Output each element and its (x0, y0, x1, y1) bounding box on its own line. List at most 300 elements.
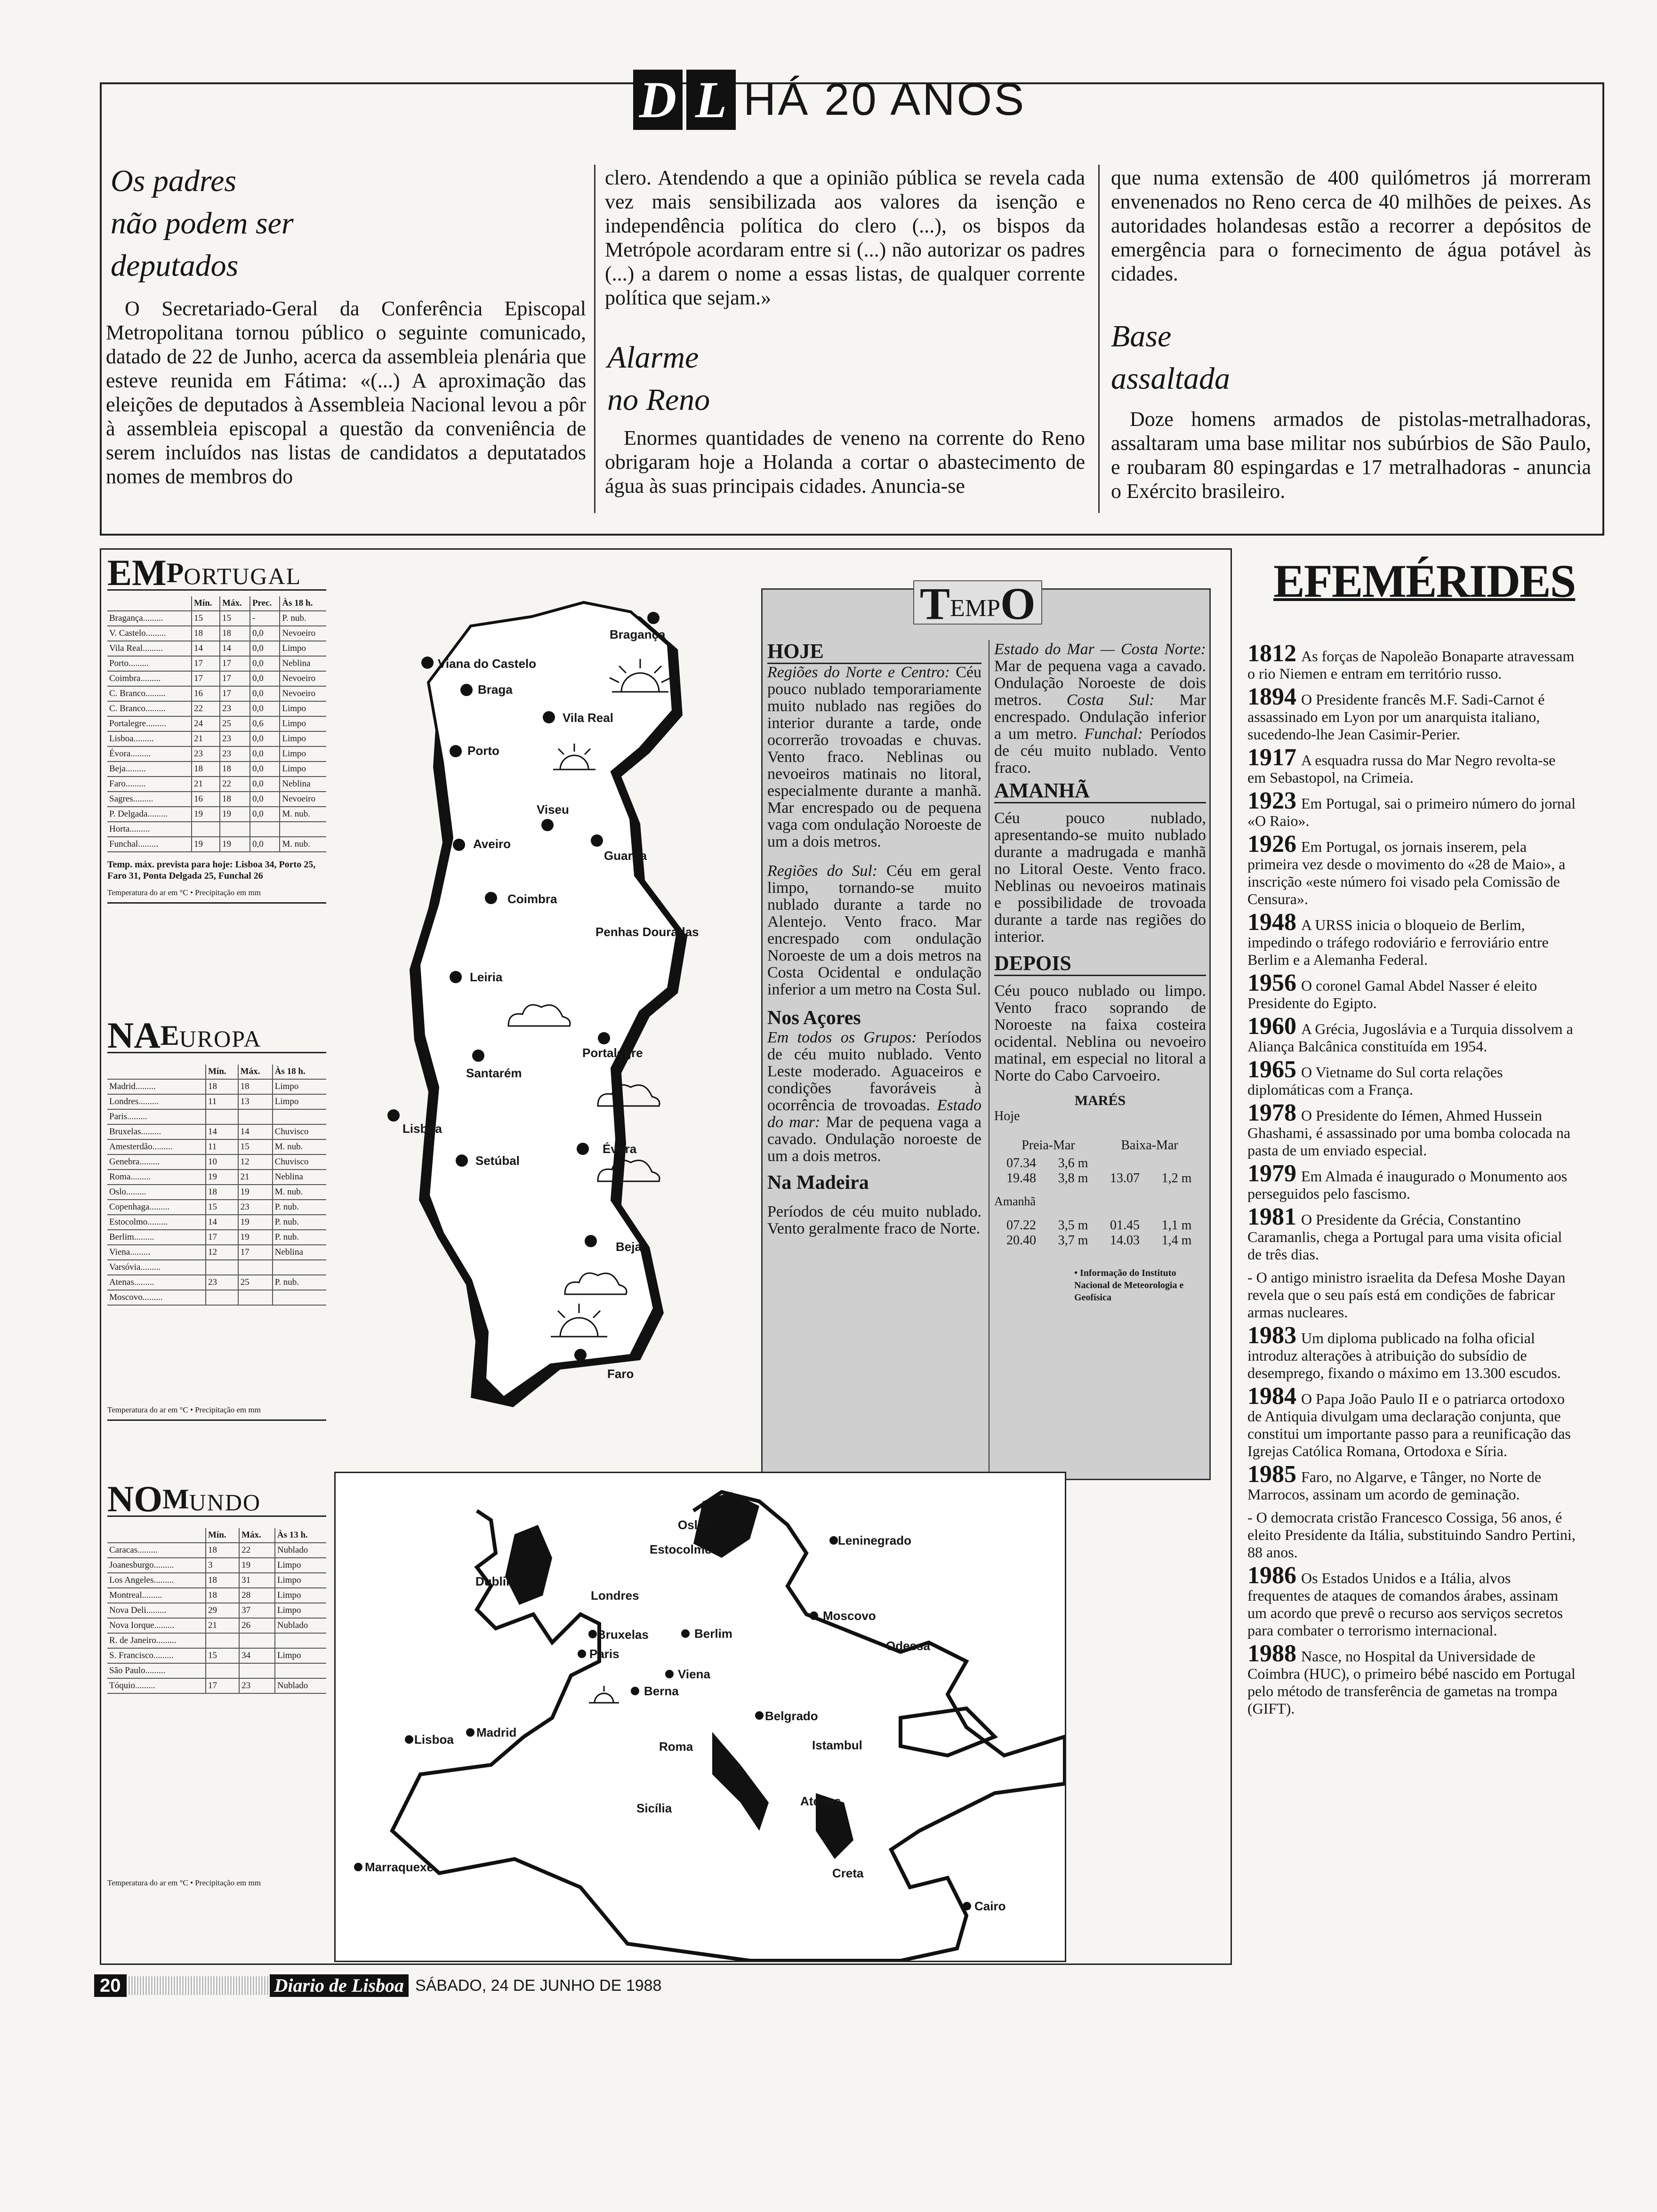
tide-cell: 14.03 (1110, 1233, 1140, 1248)
table-row (107, 671, 326, 686)
city-label: Viana do Castelo (438, 657, 537, 671)
city-label: Portalegre (582, 1046, 643, 1060)
efemeride-item (1247, 1099, 1577, 1159)
city-label: Marraquexe (365, 1860, 434, 1874)
tempo-hoje-heading: HOJE (767, 640, 981, 664)
city-marker (387, 1109, 400, 1122)
no-mundo-title (107, 1478, 326, 1517)
table-row (107, 1230, 326, 1245)
masthead-logo-l: L (686, 70, 736, 130)
value-cell (280, 822, 326, 837)
article-base-body: Doze homens armados de pistolas-metralhadoras, assaltaram uma base militar nos subúrbios de São Paulo, e roubaram 80 espingardas e 17 metralhadoras - anuncia o Exército brasileiro. (1111, 408, 1591, 503)
city-label: Creta (832, 1866, 864, 1880)
efemeride-year: 1978 (1247, 1099, 1296, 1126)
efemeride-item (1247, 1509, 1577, 1561)
tide-cell: 1,2 m (1161, 1171, 1192, 1186)
tempo-label: Em todos os Grupos: (767, 1029, 917, 1046)
value-cell: 16 (192, 686, 220, 701)
value-cell: 18 (220, 626, 250, 641)
tide-row (994, 1171, 1206, 1186)
value-cell: Limpo (275, 1603, 326, 1618)
city-cell: C. Branco......... (107, 686, 192, 701)
city-marker (456, 1154, 468, 1167)
col-header: Às 18 h. (280, 596, 326, 611)
table-row (107, 1663, 326, 1678)
em-portugal-note: Temp. máx. prevista para hoje: Lisboa 34, Porto 25, Faro 31, Ponta Delgada 25, Funchal 26 (107, 859, 316, 881)
efemeride-year: 1988 (1247, 1640, 1296, 1667)
value-cell (192, 822, 220, 837)
city-marker (354, 1863, 362, 1871)
tempo-madeira-heading: Na Madeira (767, 1172, 869, 1194)
city-label: Oslo (678, 1518, 705, 1532)
efemeride-item (1247, 1203, 1577, 1263)
tempo-label: Estado do Mar — Costa Norte: (994, 641, 1206, 658)
city-marker (543, 711, 555, 723)
tide-cell: 3,6 m (1058, 1156, 1088, 1170)
value-cell: P. nub. (273, 1200, 326, 1215)
efemeride-year: 1917 (1247, 744, 1296, 771)
value-cell: 14 (206, 1215, 238, 1230)
col-header (107, 596, 192, 611)
value-cell: Limpo (280, 701, 326, 716)
value-cell: 23 (239, 1678, 275, 1693)
table-row (107, 1603, 326, 1618)
table-row (107, 837, 326, 852)
tide-cell: 1,1 m (1161, 1218, 1192, 1233)
no-mundo-rows (107, 1543, 326, 1693)
col-header: Às 13 h. (275, 1528, 326, 1543)
value-cell: 0,6 (250, 716, 280, 731)
city-label: Berlim (694, 1627, 732, 1641)
value-cell: Limpo (280, 731, 326, 746)
tide-cell (1098, 1156, 1152, 1171)
city-label: Setúbal (475, 1154, 520, 1168)
value-cell: 23 (220, 701, 250, 716)
city-marker (450, 745, 462, 757)
efemeride-year: 1965 (1247, 1056, 1296, 1083)
table-row (107, 1154, 326, 1170)
city-marker (829, 1536, 838, 1545)
value-cell: P. nub. (273, 1275, 326, 1290)
issue-date: SÁBADO, 24 DE JUNHO DE 1988 (415, 1976, 662, 1995)
value-cell: Limpo (275, 1558, 326, 1573)
efemeride-text: Os Estados Unidos e a Itália, alvos frequentes de ataques de comandos árabes, assinam um acordo que prevê o recurso aos serviços secretos para combater o terrorismo internacional. (1247, 1570, 1563, 1639)
city-marker (591, 834, 603, 847)
city-label: Bragança (610, 627, 666, 641)
tempo-acores (767, 1029, 981, 1165)
city-cell: Los Angeles......... (107, 1573, 206, 1588)
value-cell: 28 (239, 1588, 275, 1603)
tempo-text: Céu em geral limpo, tornando-se muito nublado durante a tarde no Alentejo. Vento fraco. Mar encrespado com ondulação Noroeste de um a dois metros na Costa Ocidental e ondulação inferior a um metro na Costa Sul. (767, 862, 982, 998)
city-cell: Funchal......... (107, 837, 192, 852)
table-row (107, 1200, 326, 1215)
col-header (107, 1065, 206, 1079)
value-cell: 18 (206, 1543, 239, 1558)
value-cell: 18 (238, 1079, 273, 1094)
city-marker (598, 1032, 610, 1044)
efemeride-text: Nasce, no Hospital da Universidade de Coimbra (HUC), o primeiro bébé nascido em Portugal pelo método de transferência de gametas na trompa (GIFT). (1247, 1648, 1576, 1717)
em-portugal-table (107, 596, 326, 852)
city-label: Braga (478, 682, 513, 697)
city-cell: Varsóvia......... (107, 1260, 206, 1275)
city-cell: Estocolmo......... (107, 1215, 206, 1230)
value-cell (206, 1663, 239, 1678)
efemeride-item (1247, 909, 1577, 969)
na-europa-panel (107, 1014, 326, 1421)
efemeride-item (1247, 831, 1577, 908)
title-initial: EM (107, 552, 167, 593)
city-cell: Atenas......... (107, 1275, 206, 1290)
value-cell: 0,0 (250, 686, 280, 701)
value-cell: 14 (192, 641, 220, 656)
value-cell: Neblina (280, 656, 326, 671)
tide-row (994, 1218, 1206, 1233)
value-cell: 17 (220, 671, 250, 686)
value-cell: 22 (192, 701, 220, 716)
city-label: Leiria (470, 970, 503, 984)
city-cell: Caracas......... (107, 1543, 206, 1558)
city-cell: P. Delgada......... (107, 807, 192, 822)
value-cell: 18 (192, 626, 220, 641)
value-cell: 19 (192, 807, 220, 822)
tide-row (994, 1233, 1206, 1248)
value-cell: 23 (206, 1275, 238, 1290)
title-rest: EMP (950, 595, 1000, 622)
tempo-mares-amanha: Amanhã (994, 1194, 1036, 1208)
em-portugal-rows (107, 611, 326, 852)
table-row (107, 1245, 326, 1260)
title-rest: ORTUGAL (184, 563, 302, 589)
city-label: Leninegrado (838, 1533, 912, 1547)
city-cell: Oslo......... (107, 1185, 206, 1200)
tempo-text: Mar encrespado. Ondulação inferior a um metro. (994, 691, 1207, 743)
value-cell: 0,0 (250, 701, 280, 716)
table-header-row (107, 1528, 326, 1543)
city-cell: Amesterdão......... (107, 1139, 206, 1154)
value-cell: Chuvisco (273, 1154, 326, 1170)
table-row (107, 1215, 326, 1230)
city-label: Cairo (974, 1899, 1006, 1913)
value-cell: Limpo (280, 716, 326, 731)
tide-cell: 01.45 (1110, 1218, 1140, 1233)
value-cell: Nublado (275, 1543, 326, 1558)
value-cell (273, 1290, 326, 1305)
tempo-madeira: Períodos de céu muito nublado. Vento geralmente fraco de Norte. (767, 1203, 981, 1237)
title-rest: UNDO (189, 1489, 261, 1515)
value-cell: 0,0 (250, 807, 280, 822)
city-label: Viseu (537, 802, 569, 817)
value-cell: 0,0 (250, 656, 280, 671)
value-cell: 25 (238, 1275, 273, 1290)
paper-name: Diario de Lisboa (270, 1974, 409, 1997)
city-cell: Faro......... (107, 777, 192, 792)
city-cell: Tóquio......... (107, 1678, 206, 1693)
tempo-col-left (767, 640, 981, 1237)
city-marker (472, 1050, 484, 1062)
table-row (107, 1094, 326, 1109)
efemeride-year: 1956 (1247, 970, 1296, 996)
efemeride-year: 1812 (1247, 640, 1296, 667)
col-header: Mín. (206, 1528, 239, 1543)
city-cell: Nova Iorque......... (107, 1618, 206, 1633)
value-cell (250, 822, 280, 837)
value-cell: 18 (206, 1079, 238, 1094)
value-cell (206, 1260, 238, 1275)
efemeride-text: O Presidente da Grécia, Constantino Caramanlis, chega a Portugal para uma visita oficial de três dias. (1247, 1211, 1562, 1263)
col-header: Máx. (239, 1528, 275, 1543)
article-padres-body (106, 297, 586, 508)
value-cell: 23 (238, 1200, 273, 1215)
value-cell: 22 (239, 1543, 275, 1558)
table-row (107, 1185, 326, 1200)
efemeride-year: 1981 (1247, 1203, 1296, 1230)
efemeride-text: O Papa João Paulo II e o patriarca ortodoxo de Antiquia divulgam uma declaração conjunta, que constitui um importante passo para a reunificação das Igrejas Católica Romana, Ortodoxa e Síria. (1247, 1390, 1571, 1459)
masthead (633, 69, 1026, 131)
value-cell: 11 (206, 1139, 238, 1154)
table-row (107, 656, 326, 671)
column-rule (594, 165, 595, 513)
value-cell: 14 (220, 641, 250, 656)
city-label: Paris (589, 1647, 619, 1661)
italy (712, 1732, 769, 1831)
footer (94, 1974, 661, 1997)
value-cell: 0,0 (250, 746, 280, 761)
tempo-col-right (994, 641, 1206, 1304)
efemeride-item (1247, 1461, 1577, 1503)
table-header-row (107, 596, 326, 611)
value-cell: Nublado (275, 1678, 326, 1693)
value-cell: 0,0 (250, 792, 280, 807)
efemeride-text: O Vietname do Sul corta relações diplomáticas com a França. (1247, 1064, 1503, 1098)
value-cell: 15 (206, 1200, 238, 1215)
value-cell: 0,0 (250, 777, 280, 792)
tide-cell: 3,5 m (1058, 1218, 1088, 1233)
value-cell: 12 (238, 1154, 273, 1170)
city-cell: S. Francisco......... (107, 1648, 206, 1663)
col-header (107, 1528, 206, 1543)
city-label: Beja (616, 1240, 642, 1254)
value-cell: 23 (192, 746, 220, 761)
city-label: Lisboa (414, 1732, 454, 1747)
city-marker (963, 1902, 971, 1910)
headline-line: assaltada (1111, 361, 1231, 396)
table-row (107, 761, 326, 777)
value-cell: P. nub. (273, 1215, 326, 1230)
table-row (107, 746, 326, 761)
value-cell (239, 1663, 275, 1678)
city-cell: Montreal......... (107, 1588, 206, 1603)
value-cell: 17 (192, 656, 220, 671)
city-cell: Porto......... (107, 656, 192, 671)
city-marker (810, 1611, 818, 1620)
city-marker (631, 1687, 639, 1695)
value-cell (239, 1633, 275, 1648)
city-marker (485, 892, 497, 904)
value-cell: 17 (220, 686, 250, 701)
value-cell: 15 (238, 1139, 273, 1154)
table-row (107, 1275, 326, 1290)
title-initial: E (160, 1020, 179, 1051)
table-row (107, 1109, 326, 1124)
efemeride-year: 1986 (1247, 1562, 1296, 1589)
col-header: Máx. (238, 1065, 273, 1079)
city-cell: C. Branco......... (107, 701, 192, 716)
city-cell: Lisboa......... (107, 731, 192, 746)
efemeride-item (1247, 744, 1577, 786)
tide-cell: 07.22 (1006, 1218, 1036, 1233)
tempo-label: Regiões do Norte e Centro: (767, 664, 950, 681)
table-row (107, 641, 326, 656)
value-cell: 16 (192, 792, 220, 807)
tide-col: Baixa-Mar (1121, 1138, 1178, 1153)
value-cell: Limpo (280, 761, 326, 777)
efemeride-year: 1979 (1247, 1160, 1296, 1187)
headline-line: deputados (111, 248, 239, 283)
table-row (107, 701, 326, 716)
value-cell: 21 (192, 731, 220, 746)
efemeride-text: Em Almada é inaugurado o Monumento aos perseguidos pelo fascismo. (1247, 1168, 1568, 1202)
tide-cell: 1,4 m (1161, 1233, 1192, 1248)
value-cell: Nevoeiro (280, 686, 326, 701)
city-label: Penhas Douradas (595, 925, 699, 939)
city-cell: Roma......... (107, 1170, 206, 1185)
value-cell: 17 (238, 1245, 273, 1260)
col-header: Mín. (206, 1065, 238, 1079)
title-initial: NA (107, 1015, 161, 1056)
city-cell: R. de Janeiro......... (107, 1633, 206, 1648)
na-europa-title (107, 1014, 326, 1056)
efemerides-title: EFEMÉRIDES (1273, 555, 1576, 607)
efemeride-text: Um diploma publicado na folha oficial introduz alterações à atribuição do subsídio de desemprego, fixando o máximo em 13.300 escudos. (1247, 1330, 1561, 1381)
masthead-logo-d: D (633, 70, 683, 130)
col-header: Às 18 h. (273, 1065, 326, 1079)
value-cell: Limpo (275, 1573, 326, 1588)
value-cell: 0,0 (250, 731, 280, 746)
value-cell: 0,0 (250, 626, 280, 641)
value-cell: 29 (206, 1603, 239, 1618)
city-label: Atenas (800, 1794, 841, 1808)
headline-line: Base (1111, 319, 1172, 353)
table-row (107, 1139, 326, 1154)
column-rule (1098, 165, 1100, 513)
tempo-text: Períodos de céu muito nublado. Vento fraco. (994, 725, 1207, 777)
tempo-label: Regiões do Sul: (767, 862, 878, 880)
city-label: Bruxelas (597, 1627, 649, 1642)
value-cell: 18 (220, 792, 250, 807)
value-cell (206, 1290, 238, 1305)
value-cell (273, 1260, 326, 1275)
city-label: Porto (467, 744, 499, 758)
value-cell: 22 (220, 777, 250, 792)
na-europa-table (107, 1065, 326, 1306)
efemeride-year: 1923 (1247, 787, 1296, 814)
efemeride-item (1247, 1383, 1577, 1460)
value-cell: 25 (220, 716, 250, 731)
efemeride-item (1247, 640, 1577, 682)
city-label: Berna (644, 1684, 679, 1698)
value-cell: 24 (192, 716, 220, 731)
table-row (107, 1290, 326, 1305)
value-cell: 14 (238, 1124, 273, 1139)
value-cell: 13 (238, 1094, 273, 1109)
value-cell: 21 (192, 777, 220, 792)
city-label: Madrid (476, 1725, 517, 1739)
tempo-tides-hoje (994, 1156, 1206, 1186)
value-cell: 26 (239, 1618, 275, 1633)
em-portugal-title (107, 552, 326, 591)
col-header: Prec. (250, 596, 280, 611)
value-cell: 19 (220, 837, 250, 852)
value-cell: 17 (206, 1678, 239, 1693)
title-initial: T (920, 578, 950, 629)
city-marker (577, 1143, 589, 1155)
article-reno-body-b: que numa extensão de 400 quilómetros já morreram envenenados no Reno cerca de 40 milhões de peixes. As autoridades holandesas estão a recorrer a depósitos de emergência para o fornecimento de água potável às cidades. (1111, 166, 1591, 285)
value-cell: Limpo (273, 1094, 326, 1109)
city-cell: Bruxelas......... (107, 1124, 206, 1139)
table-row (107, 1124, 326, 1139)
tide-cell (1152, 1156, 1201, 1171)
efemerides-panel (1247, 555, 1577, 1723)
city-label: Moscovo (823, 1609, 876, 1623)
city-label: Istambul (812, 1738, 862, 1752)
value-cell: 23 (220, 731, 250, 746)
value-cell: 17 (206, 1230, 238, 1245)
value-cell (238, 1260, 273, 1275)
tempo-amanha: Céu pouco nublado, apresentando-se muito nublado durante a madrugada e manhã no Litoral Oeste. Vento fraco. Neblinas ou nevoeiros matinais e possibilidade de trovoada durante a tarde nas regiões do interior. (994, 809, 1206, 946)
efemeride-text: - O democrata cristão Francesco Cossiga, 56 anos, é eleito Presidente da Itália, substituindo Sandro Pertini, 88 anos. (1247, 1509, 1576, 1561)
value-cell: 10 (206, 1154, 238, 1170)
value-cell (206, 1633, 239, 1648)
table-row (107, 792, 326, 807)
no-mundo-table (107, 1528, 326, 1694)
table-row (107, 716, 326, 731)
value-cell: M. nub. (273, 1139, 326, 1154)
table-row (107, 686, 326, 701)
value-cell: 18 (206, 1185, 238, 1200)
city-cell: Moscovo......... (107, 1290, 206, 1305)
value-cell: Nevoeiro (280, 671, 326, 686)
efemeride-item (1247, 1160, 1577, 1202)
value-cell: Neblina (273, 1245, 326, 1260)
value-cell: Neblina (273, 1170, 326, 1185)
city-label: Sicília (636, 1801, 672, 1815)
value-cell: 0,0 (250, 837, 280, 852)
efemeride-item (1247, 787, 1577, 830)
value-cell: P. nub. (280, 611, 326, 626)
efemeride-text: As forças de Napoleão Bonaparte atravessam o rio Niemen e entram em território russo. (1247, 648, 1575, 682)
tempo-label: Funchal: (1084, 725, 1143, 743)
table-row (107, 1633, 326, 1648)
tempo-text: Mar de pequena vaga a cavado. Ondulação noroeste de um a dois metros. (767, 1114, 982, 1165)
efemeride-year: 1926 (1247, 831, 1296, 858)
efemeride-item (1247, 1322, 1577, 1382)
em-portugal-legend: Temperatura do ar em °C • Precipitação em mm (107, 887, 326, 904)
article-padres-text: O Secretariado-Geral da Conferência Episcopal Metropolitana tornou público o seguinte comunicado, datado de 22 de Junho, acerca da assembleia plenária que esteve reunida em Fátima: «(...) A aproximação das eleições de deputados à Assembleia Nacional levou a pôr à assembleia episcopal a questão da conveniência de serem incluídos nas listas de candidatos a deputatados nomes de membros do (106, 297, 586, 488)
city-marker (585, 1235, 597, 1247)
value-cell: 21 (238, 1170, 273, 1185)
headline-line: Alarme (607, 340, 699, 375)
value-cell (220, 822, 250, 837)
value-cell: 37 (239, 1603, 275, 1618)
city-cell: São Paulo......... (107, 1663, 206, 1678)
city-label: Aveiro (473, 837, 511, 851)
headline-line: Os padres (111, 164, 237, 198)
table-row (107, 1558, 326, 1573)
city-label: Coimbra (507, 892, 557, 906)
value-cell: 23 (220, 746, 250, 761)
value-cell: Nevoeiro (280, 792, 326, 807)
table-row (107, 807, 326, 822)
